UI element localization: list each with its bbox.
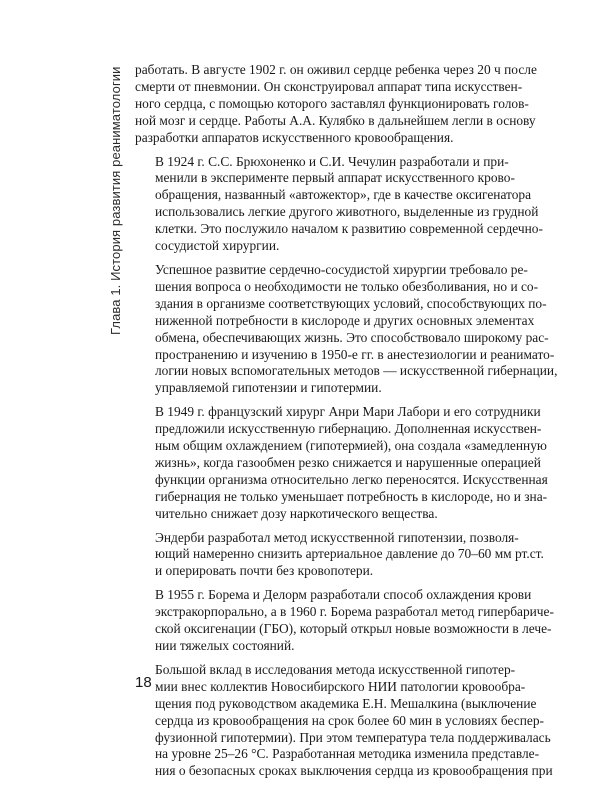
text-line: шения вопроса о необходимости не только обезболивания, но и со- — [155, 278, 539, 294]
text-line: смерти от пневмонии. Он сконструировал аппарат типа искусствен- — [135, 78, 523, 94]
text-line: чительно снижает дозу наркотического вещества. — [155, 505, 438, 521]
text-line: работать. В августе 1902 г. он оживил сердце ребенка через 20 ч после — [135, 62, 537, 77]
text-line: экстракорпорально, а в 1960 г. Борема разработал метод гипербариче- — [155, 604, 554, 620]
paragraph — [135, 153, 543, 255]
text-line: на уровне 25–26 °С. Разработанная методика изменила представле- — [155, 746, 540, 762]
text-line: жизнь», когда газообмен резко снижается и нарушенные операцией — [155, 454, 541, 470]
text-line: мии внес коллектив Новосибирского НИИ патологии кровообра- — [155, 678, 526, 694]
text-line: функции организма относительно легко переносятся. Искусственная — [155, 471, 548, 487]
text-line: логии новых вспомогательных методов — искусственной гибернации, — [155, 363, 558, 379]
text-line: пространению и изучению в 1950-е гг. в анестезиологии и реанимато- — [155, 346, 555, 362]
running-head: Глава 1. История развития реаниматологии — [108, 66, 123, 335]
text-line: здания в организме соответствующих условий, способствующих по- — [155, 295, 547, 311]
text-line: сердца из кровообращения на срок более 60 мин в условиях беспер- — [155, 712, 544, 728]
text-line: фузионной гипотермии). При этом температура тела поддерживалась — [155, 729, 551, 745]
text-line: разработки аппаратов искусственного кровообращения. — [135, 129, 454, 145]
body-text — [135, 62, 558, 787]
text-line: щения под руководством академика Е.Н. Мешалкина (выключение — [155, 695, 537, 711]
page-number: 18 — [135, 674, 152, 691]
text-line: В 1949 г. французский хирург Анри Мари Лабори и его сотрудники — [155, 404, 541, 420]
text-line: ской оксигенации (ГБО), который открыл новые возможности в лече- — [155, 621, 552, 637]
text-line: ющий намеренно снизить артериальное давление до 70–60 мм рт.ст. — [155, 546, 544, 562]
paragraph — [135, 587, 554, 655]
text-line: менили в эксперименте первый аппарат искусственного крово- — [155, 170, 515, 186]
text-line: ния о безопасных сроках выключения сердца из кровообращения при — [155, 763, 553, 779]
paragraph — [135, 661, 553, 780]
paragraph — [135, 261, 558, 397]
text-line: гибернация не только уменьшает потребность в кислороде, но и зна- — [155, 488, 548, 504]
text-line: обмена, обеспечивающих жизнь. Это способствовало широкому рас- — [155, 329, 549, 345]
text-line: ной мозг и сердце. Работы А.А. Кулябко в дальнейшем легли в основу — [135, 112, 536, 128]
text-line: предложили искусственную гибернацию. Дополненная искусствен- — [155, 421, 542, 437]
paragraph — [135, 404, 548, 522]
paragraph — [135, 62, 537, 147]
text-line: и оперировать почти без кровопотери. — [155, 563, 374, 579]
text-line: ниженной потребности в кислороде и других основных элементах — [155, 312, 535, 328]
text-line: управляемой гипотензии и гипотермии. — [155, 380, 382, 396]
text-line: ным общим охлаждением (гипотермией), она создала «замедленную — [155, 438, 547, 454]
text-line: Большой вклад в исследования метода искусственной гипотер- — [155, 661, 516, 677]
text-line: использовались легкие другого животного, выделенные из грудной — [155, 204, 539, 220]
text-line: клетки. Это послужило началом к развитию современной сердечно- — [155, 221, 543, 237]
text-line: обращения, названный «автожектор», где в качестве оксигенатора — [155, 187, 532, 203]
text-line: ного сердца, с помощью которого заставлял функционировать голов- — [135, 95, 529, 111]
text-line: В 1955 г. Борема и Делорм разработали способ охлаждения крови — [155, 587, 532, 603]
text-line: Успешное развитие сердечно-сосудистой хирургии требовало ре- — [155, 261, 528, 277]
text-line: Эндерби разработал метод искусственной гипотензии, позволя- — [155, 529, 519, 545]
text-line: В 1924 г. С.С. Брюхоненко и С.И. Чечулин разработали и при- — [155, 153, 509, 169]
paragraph — [135, 529, 544, 581]
text-line: нии тяжелых состояний. — [155, 638, 295, 653]
text-line: сосудистой хирургии. — [155, 238, 280, 254]
